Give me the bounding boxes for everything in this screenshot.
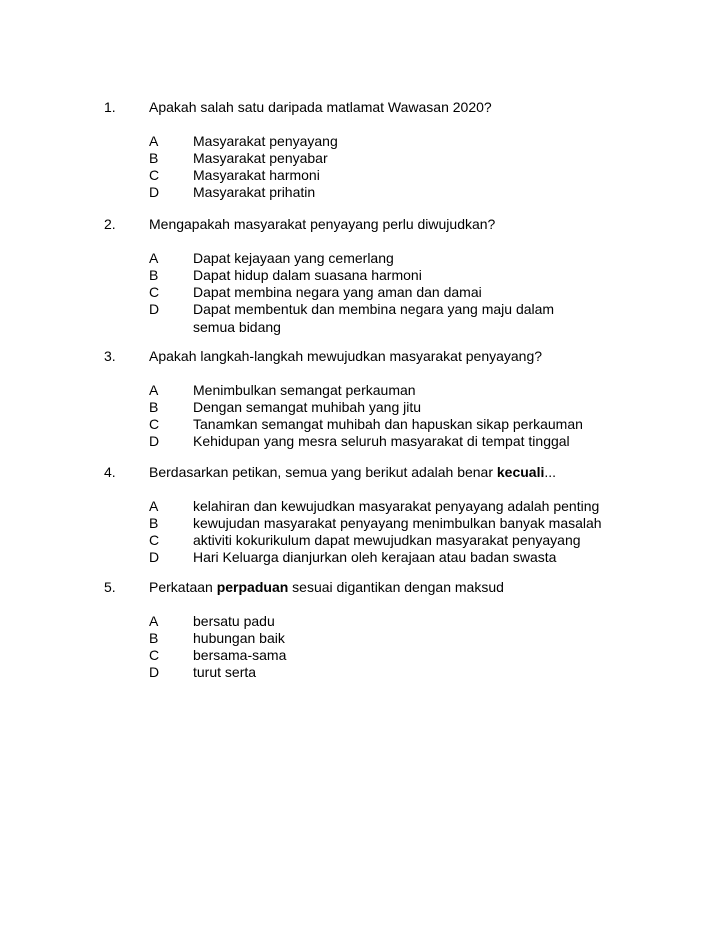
option-letter: A — [149, 250, 159, 266]
option-text: hubungan baik — [193, 630, 285, 646]
option-b — [0, 267, 728, 284]
option-letter: A — [149, 133, 159, 149]
option-text: Masyarakat harmoni — [193, 167, 320, 183]
question-number: 4. — [104, 464, 116, 480]
option-text: bersama-sama — [193, 647, 287, 663]
option-d — [0, 433, 728, 450]
option-text: Masyarakat prihatin — [193, 184, 316, 200]
option-c — [0, 167, 728, 184]
question-text: Apakah langkah-langkah mewujudkan masyarakat penyayang? — [149, 348, 543, 364]
question-line — [0, 347, 728, 365]
question-text-end: ... — [544, 464, 557, 480]
option-text: Dapat membina negara yang aman dan damai — [193, 284, 482, 300]
option-text: bersatu padu — [193, 613, 275, 629]
option-letter: C — [149, 167, 160, 183]
option-letter: C — [149, 284, 160, 300]
option-letter: B — [149, 150, 159, 166]
question-number: 5. — [104, 579, 116, 595]
option-a — [0, 613, 728, 630]
option-d — [0, 301, 728, 318]
option-c — [0, 284, 728, 301]
question-text: Mengapakah masyarakat penyayang perlu diwujudkan? — [149, 216, 496, 232]
option-text: semua bidang — [193, 319, 281, 335]
option-letter: D — [149, 664, 160, 680]
option-b — [0, 515, 728, 532]
question-text: Apakah salah satu daripada matlamat Wawasan 2020? — [149, 99, 492, 115]
option-letter: D — [149, 433, 160, 449]
question-number: 2. — [104, 216, 116, 232]
option-text: Hari Keluarga dianjurkan oleh kerajaan atau badan swasta — [193, 549, 557, 565]
question-line — [0, 463, 728, 481]
option-b — [0, 399, 728, 416]
option-letter: D — [149, 184, 160, 200]
question-text — [149, 578, 504, 596]
question-line — [0, 215, 728, 233]
option-text: Dapat membentuk dan membina negara yang maju dalam — [193, 301, 555, 317]
question-text-emphasis: kecuali — [496, 464, 545, 480]
question-text — [149, 463, 556, 481]
question-text-end: sesuai digantikan dengan maksud — [288, 579, 504, 595]
option-letter: A — [149, 382, 159, 398]
option-letter: D — [149, 549, 160, 565]
question-number: 3. — [104, 348, 116, 364]
option-text: kewujudan masyarakat penyayang menimbulkan banyak masalah — [193, 515, 602, 531]
question-number: 1. — [104, 99, 116, 115]
option-letter: A — [149, 498, 159, 514]
option-d — [0, 664, 728, 681]
question-line — [0, 98, 728, 116]
option-text: Tanamkan semangat muhibah dan hapuskan sikap perkauman — [193, 416, 583, 432]
option-a — [0, 250, 728, 267]
option-letter: D — [149, 301, 160, 317]
option-letter: A — [149, 613, 159, 629]
option-d-continuation — [0, 319, 728, 336]
option-text: Menimbulkan semangat perkauman — [193, 382, 416, 398]
question-text-emphasis: perpaduan — [216, 579, 289, 595]
option-d — [0, 184, 728, 201]
option-text: Masyarakat penyayang — [193, 133, 338, 149]
option-b — [0, 150, 728, 167]
option-text: Kehidupan yang mesra seluruh masyarakat di tempat tinggal — [193, 433, 570, 449]
option-text: Dapat hidup dalam suasana harmoni — [193, 267, 422, 283]
option-text: Dapat kejayaan yang cemerlang — [193, 250, 394, 266]
option-text: aktiviti kokurikulum dapat mewujudkan masyarakat penyayang — [193, 532, 581, 548]
option-letter: B — [149, 515, 159, 531]
question-text-start: Perkataan — [149, 579, 217, 595]
option-text: turut serta — [193, 664, 257, 680]
question-line — [0, 578, 728, 596]
option-letter: C — [149, 532, 160, 548]
option-letter: B — [149, 267, 159, 283]
option-text: kelahiran dan kewujudkan masyarakat penyayang adalah penting — [193, 498, 600, 514]
question-text-start: Berdasarkan petikan, semua yang berikut adalah benar — [149, 464, 497, 480]
option-c — [0, 532, 728, 549]
option-letter: C — [149, 647, 160, 663]
option-text: Dengan semangat muhibah yang jitu — [193, 399, 422, 415]
option-a — [0, 382, 728, 399]
option-letter: B — [149, 399, 159, 415]
option-d — [0, 549, 728, 566]
option-text: Masyarakat penyabar — [193, 150, 328, 166]
option-letter: B — [149, 630, 159, 646]
option-b — [0, 630, 728, 647]
option-a — [0, 133, 728, 150]
option-letter: C — [149, 416, 160, 432]
option-c — [0, 416, 728, 433]
option-c — [0, 647, 728, 664]
option-a — [0, 498, 728, 515]
